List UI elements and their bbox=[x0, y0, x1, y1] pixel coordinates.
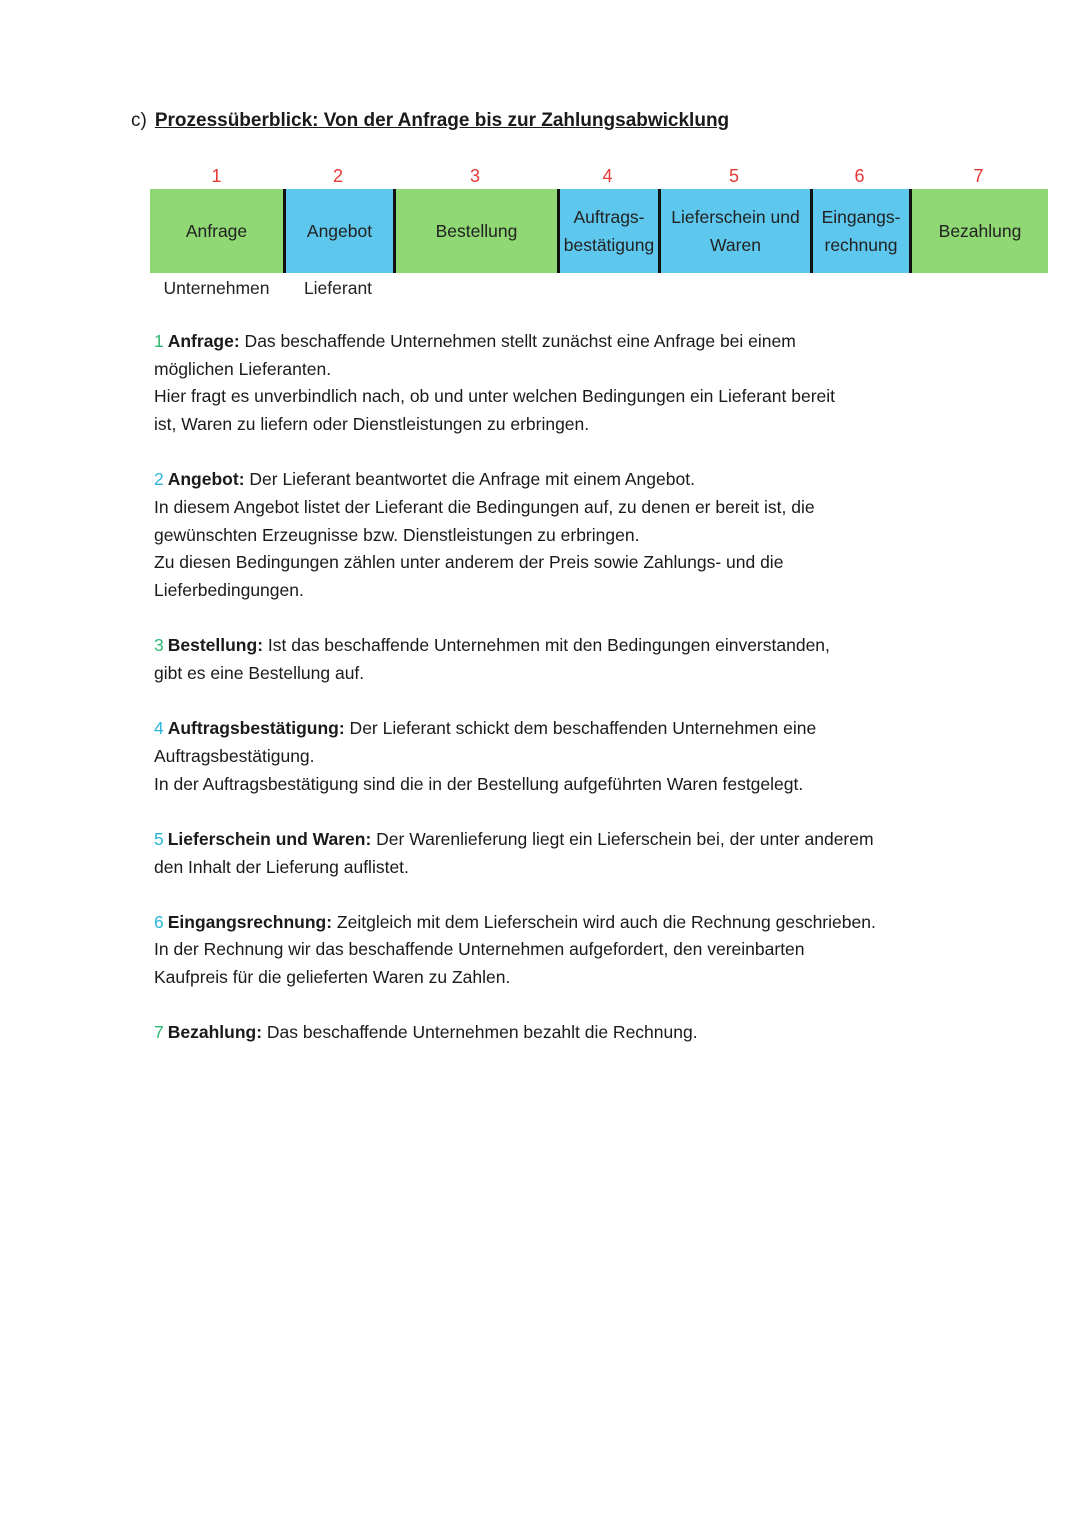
paragraph-keyword: Anfrage: bbox=[167, 331, 240, 351]
paragraph-line: möglichen Lieferanten. bbox=[154, 358, 332, 379]
step-label: Lieferschein und Waren bbox=[671, 207, 800, 255]
paragraph-keyword: Eingangsrechnung: bbox=[167, 911, 333, 932]
paragraph-text: Der Warenlieferung liegt ein Lieferschein bei, der unter anderem bbox=[371, 828, 874, 849]
paragraph-number: 3 bbox=[154, 635, 164, 656]
step-number-2: 2 bbox=[332, 166, 343, 186]
paragraph-bezahlung bbox=[154, 1019, 914, 1047]
paragraph-text: Ist das beschaffende Unternehmen mit den Bedingungen einverstanden, bbox=[263, 635, 830, 656]
paragraph-number: 7 bbox=[154, 1022, 164, 1043]
paragraph-line: In diesem Angebot listet der Lieferant die Bedingungen auf, zu denen er bereit ist, die bbox=[154, 497, 815, 518]
paragraph-number: 5 bbox=[154, 828, 164, 849]
paragraph-bestellung bbox=[154, 632, 914, 687]
paragraph-line: Kaufpreis für die gelieferten Waren zu Zahlen. bbox=[154, 967, 511, 988]
section-heading bbox=[131, 108, 729, 134]
paragraph-line: Lieferbedingungen. bbox=[154, 580, 304, 601]
paragraph-number: 2 bbox=[154, 469, 164, 490]
paragraph-text: Der Lieferant schickt dem beschaffenden Unternehmen eine bbox=[344, 718, 817, 739]
page-title: Prozessüberblick: Von der Anfrage bis zur Zahlungsabwicklung bbox=[154, 110, 730, 131]
step-box-auftragsbestaetigung bbox=[557, 189, 658, 273]
step-label: Anfrage bbox=[185, 221, 248, 241]
paragraph-keyword: Auftragsbestätigung: bbox=[167, 718, 345, 739]
paragraph-angebot bbox=[154, 466, 914, 605]
paragraph-lieferschein bbox=[154, 826, 914, 881]
role-unternehmen: Unternehmen bbox=[163, 278, 270, 298]
role-lieferant: Lieferant bbox=[303, 278, 373, 298]
step-box-eingangsrechnung bbox=[810, 189, 909, 273]
paragraph-text: Das beschaffende Unternehmen bezahlt die Rechnung. bbox=[262, 1022, 698, 1043]
paragraph-line: Zu diesen Bedingungen zählen unter anderem der Preis sowie Zahlungs- und die bbox=[154, 552, 784, 573]
step-boxes-row bbox=[150, 189, 1048, 273]
paragraph-keyword: Lieferschein und Waren: bbox=[167, 828, 372, 849]
paragraph-anfrage bbox=[154, 328, 914, 439]
step-label: Angebot bbox=[306, 221, 373, 241]
step-number-3: 3 bbox=[469, 166, 480, 186]
step-label: Auftrags- bestätigung bbox=[563, 207, 655, 255]
paragraph-line: gewünschten Erzeugnisse bzw. Dienstleistungen zu erbringen. bbox=[154, 524, 640, 545]
step-number-1: 1 bbox=[211, 166, 222, 186]
step-box-bestellung bbox=[393, 189, 557, 273]
paragraph-line: ist, Waren zu liefern oder Dienstleistungen zu erbringen. bbox=[154, 414, 590, 435]
section-letter: c) bbox=[131, 110, 147, 131]
step-box-anfrage bbox=[150, 189, 283, 273]
step-number-4: 4 bbox=[602, 166, 613, 186]
paragraph-number: 1 bbox=[154, 331, 164, 351]
paragraph-line: gibt es eine Bestellung auf. bbox=[154, 663, 365, 684]
process-flow bbox=[150, 163, 1048, 303]
paragraph-line: den Inhalt der Lieferung auflistet. bbox=[154, 856, 409, 877]
roles-row bbox=[150, 273, 1048, 303]
paragraph-line: Hier fragt es unverbindlich nach, ob und unter welchen Bedingungen ein Lieferant bereit bbox=[154, 386, 836, 407]
paragraph-number: 4 bbox=[154, 718, 164, 739]
paragraph-auftragsbestaetigung bbox=[154, 715, 914, 798]
paragraph-line: Auftragsbestätigung. bbox=[154, 745, 315, 766]
paragraph-keyword: Bezahlung: bbox=[167, 1022, 263, 1043]
step-box-angebot bbox=[283, 189, 393, 273]
step-box-bezahlung bbox=[909, 189, 1048, 273]
paragraph-number: 6 bbox=[154, 911, 164, 932]
paragraph-text: Zeitgleich mit dem Lieferschein wird auch die Rechnung geschrieben. bbox=[332, 911, 876, 932]
description-body bbox=[154, 328, 914, 1075]
paragraph-line: In der Auftragsbestätigung sind die in der Bestellung aufgeführten Waren festgelegt. bbox=[154, 773, 804, 794]
paragraph-keyword: Bestellung: bbox=[167, 635, 264, 656]
paragraph-keyword: Angebot: bbox=[167, 469, 245, 490]
paragraph-line: In der Rechnung wir das beschaffende Unternehmen aufgefordert, den vereinbarten bbox=[154, 939, 805, 960]
step-label: Bestellung bbox=[435, 221, 518, 241]
step-label: Eingangs- rechnung bbox=[821, 207, 901, 255]
step-number-6: 6 bbox=[854, 166, 865, 186]
step-number-7: 7 bbox=[973, 166, 984, 186]
paragraph-text: Das beschaffende Unternehmen stellt zunächst eine Anfrage bei einem bbox=[239, 331, 796, 351]
step-box-lieferschein bbox=[658, 189, 810, 273]
paragraph-eingangsrechnung bbox=[154, 909, 914, 992]
step-label: Bezahlung bbox=[938, 221, 1022, 241]
paragraph-text: Der Lieferant beantwortet die Anfrage mit einem Angebot. bbox=[244, 469, 695, 490]
step-numbers-row bbox=[150, 163, 1048, 189]
step-number-5: 5 bbox=[728, 166, 739, 186]
